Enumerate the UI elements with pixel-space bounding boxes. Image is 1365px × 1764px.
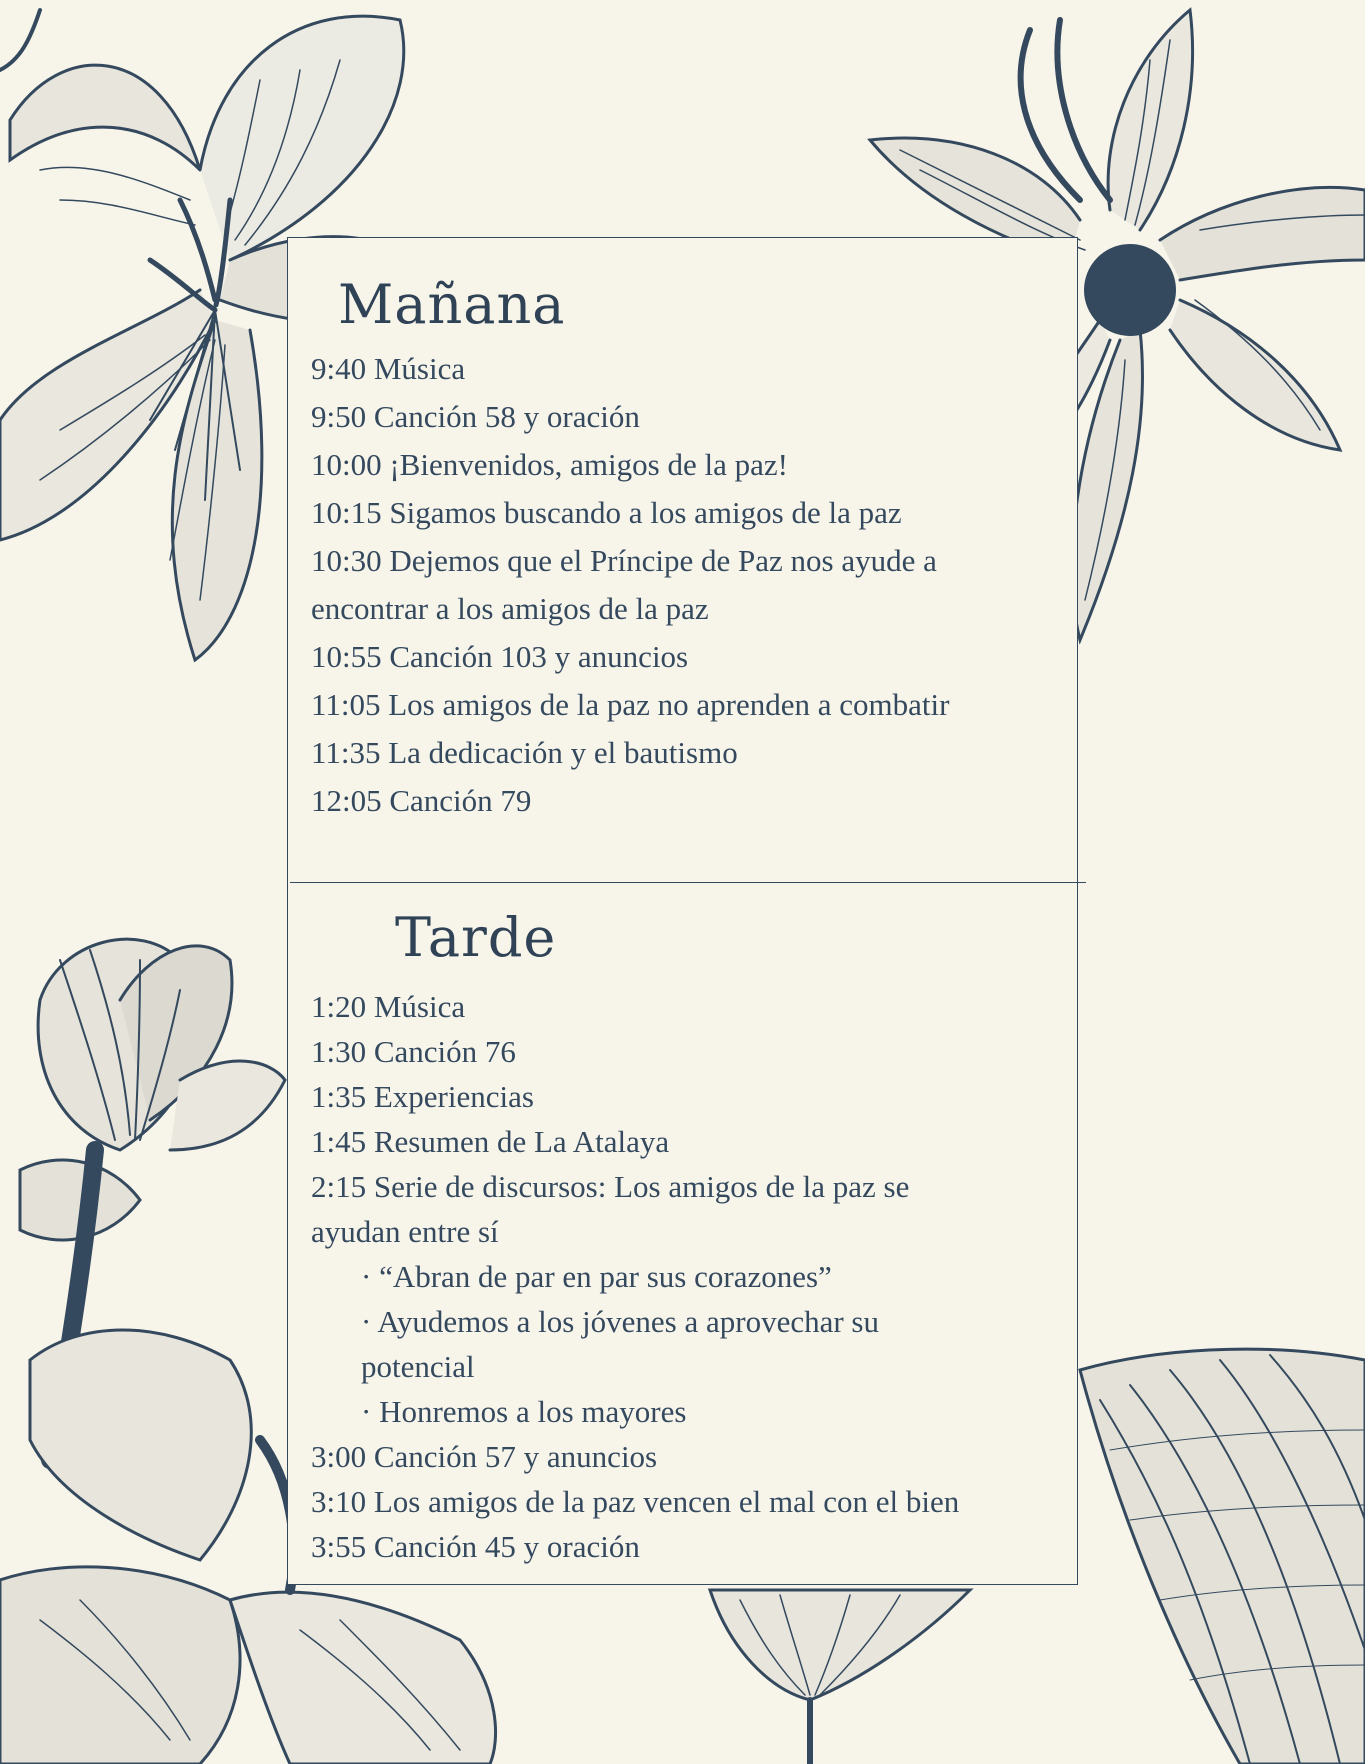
- talk-subitem-continuation: potencial: [361, 1349, 475, 1384]
- schedule-line: 11:35 La dedicación y el bautismo: [311, 735, 738, 770]
- section-divider: [290, 882, 1086, 883]
- schedule-line-continuation: ayudan entre sí: [311, 1214, 499, 1249]
- morning-schedule: [311, 345, 949, 825]
- afternoon-title: Tarde: [395, 906, 557, 969]
- talk-subitem: · Honremos a los mayores: [361, 1394, 687, 1429]
- schedule-line: 10:55 Canción 103 y anuncios: [311, 639, 689, 674]
- schedule-line: 2:15 Serie de discursos: Los amigos de la paz se: [311, 1169, 910, 1204]
- schedule-line-continuation: encontrar a los amigos de la paz: [311, 591, 709, 626]
- schedule-line: 12:05 Canción 79: [311, 783, 532, 818]
- schedule-line: 3:10 Los amigos de la paz vencen el mal con el bien: [311, 1484, 960, 1519]
- schedule-line: 1:45 Resumen de La Atalaya: [311, 1124, 670, 1159]
- schedule-line: 10:30 Dejemos que el Príncipe de Paz nos ayude a: [311, 543, 937, 578]
- schedule-line: 10:00 ¡Bienvenidos, amigos de la paz!: [311, 447, 788, 482]
- schedule-line: 9:50 Canción 58 y oración: [311, 399, 640, 434]
- schedule-line: 10:15 Sigamos buscando a los amigos de la paz: [311, 495, 902, 530]
- schedule-line: 1:30 Canción 76: [311, 1034, 516, 1069]
- morning-title: Mañana: [338, 273, 566, 336]
- schedule-line: 3:55 Canción 45 y oración: [311, 1529, 640, 1564]
- schedule-line: 3:00 Canción 57 y anuncios: [311, 1439, 658, 1474]
- bud-icon: [710, 1590, 970, 1764]
- schedule-line: 1:35 Experiencias: [311, 1079, 534, 1114]
- schedule-line: 9:40 Música: [311, 351, 466, 386]
- afternoon-schedule: [311, 984, 959, 1569]
- schedule-line: 1:20 Música: [311, 989, 466, 1024]
- talk-subitem: · “Abran de par en par sus corazones”: [361, 1259, 832, 1294]
- leaf-icon: [1080, 1349, 1365, 1764]
- talk-subitem: · Ayudemos a los jóvenes a aprovechar su: [361, 1304, 879, 1339]
- schedule-line: 11:05 Los amigos de la paz no aprenden a combatir: [311, 687, 950, 722]
